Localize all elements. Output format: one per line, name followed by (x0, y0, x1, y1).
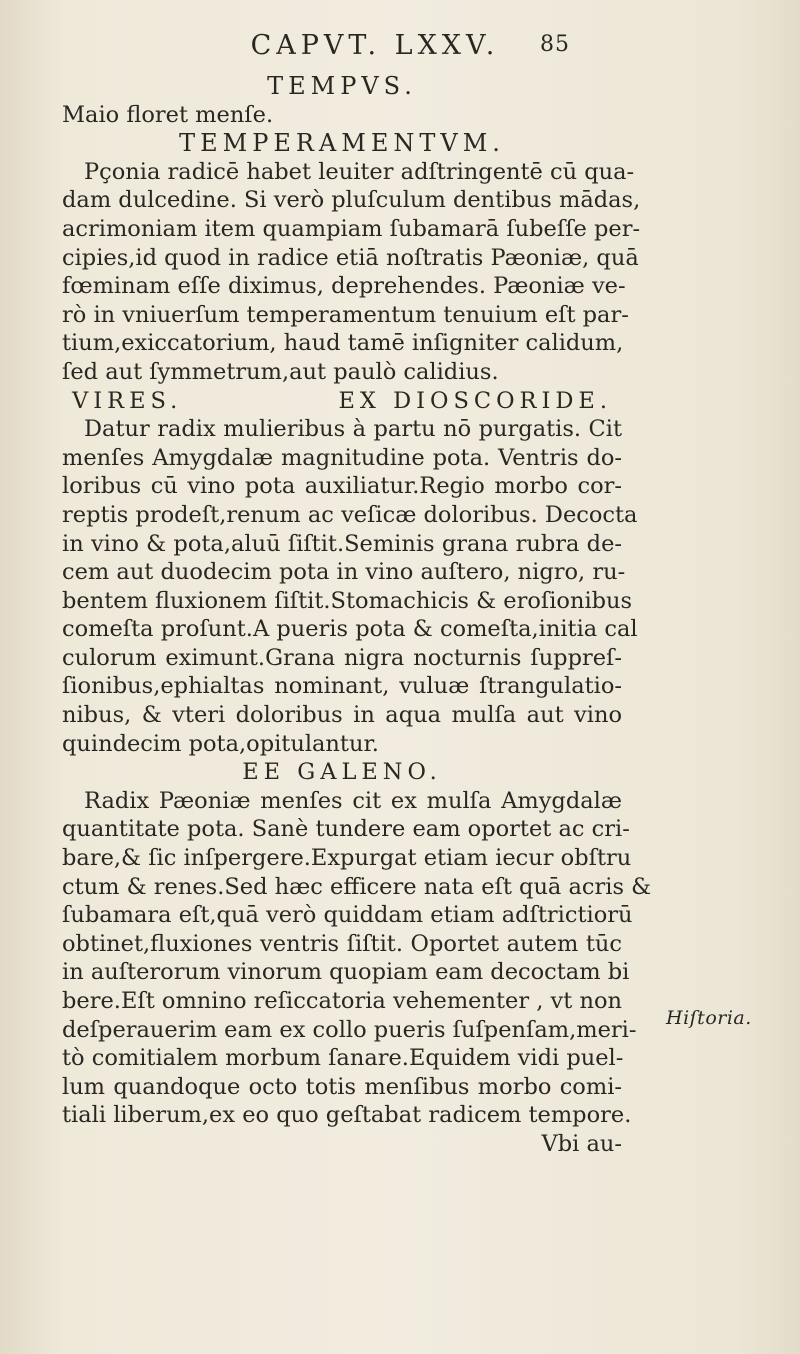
text-line: cem aut duodecim pota in vino auſtero, nigro, ru- (62, 559, 626, 586)
text-line: rò in vniuerſum temperamentum tenuium eſt par- (62, 301, 629, 328)
text-line: loribus cū vino pota auxiliatur.Regio morbo cor- (62, 473, 622, 500)
text-line: deſperauerim eam ex collo pueris ſuſpenſam,meri- (62, 1016, 637, 1043)
vires-label: VIRES. (72, 387, 183, 414)
text-line: bere.Eſt omnino reſiccatoria vehementer , vt non (62, 988, 622, 1014)
ex-dioscoride-label: EX DIOSCORIDE. (338, 387, 612, 414)
text-line: ctum & renes.Sed hæc efficere nata eſt quā acris & (62, 873, 652, 900)
text-line: ſionibus,ephialtas nominant, vuluæ ſtrangulatio- (62, 673, 622, 700)
text-line: in vino & pota,aluū ſiſtit.Seminis grana rubra de- (62, 530, 622, 557)
text-line: lum quandoque octo totis menſibus morbo comi- (62, 1073, 622, 1100)
section-heading-vires (62, 387, 622, 416)
text-line: bare,& ſic inſpergere.Expurgat etiam iecur obſtru (62, 845, 632, 872)
text-line: bentem fluxionem ſiſtit.Stomachicis & eroſionibus (62, 587, 633, 614)
text-line: culorum eximunt.Grana nigra nocturnis ſuppreſ- (62, 644, 622, 671)
text-line: fœminam eſſe diximus, deprehendes. Pæoniæ ve- (62, 273, 626, 300)
running-title: CAPVT. LXXV. (250, 30, 500, 61)
text-line: in auſterorum vinorum quopiam eam decoctam bi (62, 959, 630, 986)
text-line: quantitate pota. Sanè tundere eam oportet ac cri- (62, 816, 630, 843)
text-line: nibus, & vteri doloribus in aqua mulſa aut vino (62, 702, 622, 729)
section-heading-ex-galeno: EE GALENO. (242, 759, 442, 786)
text-line: Radix Pæoniæ menſes cit ex mulſa Amygdalæ (84, 787, 622, 814)
text-line: tium,exiccatorium, haud tamē inſigniter calidum, (62, 330, 624, 357)
text-line: ſubamara eſt,quā verò quiddam etiam adſtrictiorū (62, 902, 633, 929)
text-line: Maio floret menſe. (62, 101, 274, 128)
folio-number: 85 (540, 32, 570, 57)
section-heading-temperamentum: TEMPERAMENTVM. (179, 129, 505, 158)
text-line: dam dulcedine. Si verò pluſculum dentibus mādas, (62, 187, 641, 214)
running-header (180, 30, 570, 61)
text-line: Datur radix mulieribus à partu nō purgatis. Cit (84, 416, 622, 443)
text-line: quindecim pota,opitulantur. (62, 730, 379, 757)
marginal-note: Hiſtoria. (666, 1007, 752, 1029)
text-line: cipies,id quod in radice etiā noſtratis Pæoniæ, quā (62, 244, 639, 271)
text-line: menſes Amygdalæ magnitudine pota. Ventris do- (62, 444, 622, 471)
text-line: reptis prodeſt,renum ac veſicæ doloribus. Decocta (62, 501, 638, 528)
text-line: obtinet,fluxiones ventris ſiſtit. Oportet autem tūc (62, 930, 622, 957)
text-line: ſed aut ſymmetrum,aut paulò calidius. (62, 358, 499, 385)
text-line: Pçonia radicē habet leuiter adſtringentē cū qua- (84, 158, 635, 185)
main-text-block (62, 72, 652, 1159)
text-line: comeſta proſunt.A pueris pota & comeſta,initia cal (62, 616, 638, 643)
catchword: Vbi au- (541, 1130, 622, 1157)
text-line: acrimoniam item quampiam ſubamarā ſubeſſe per- (62, 215, 641, 242)
section-heading-tempus: TEMPVS. (267, 72, 417, 100)
text-line: tò comitialem morbum ſanare.Equidem vidi puel- (62, 1045, 624, 1072)
text-line: tiali liberum,ex eo quo geſtabat radicem tempore. (62, 1102, 632, 1129)
